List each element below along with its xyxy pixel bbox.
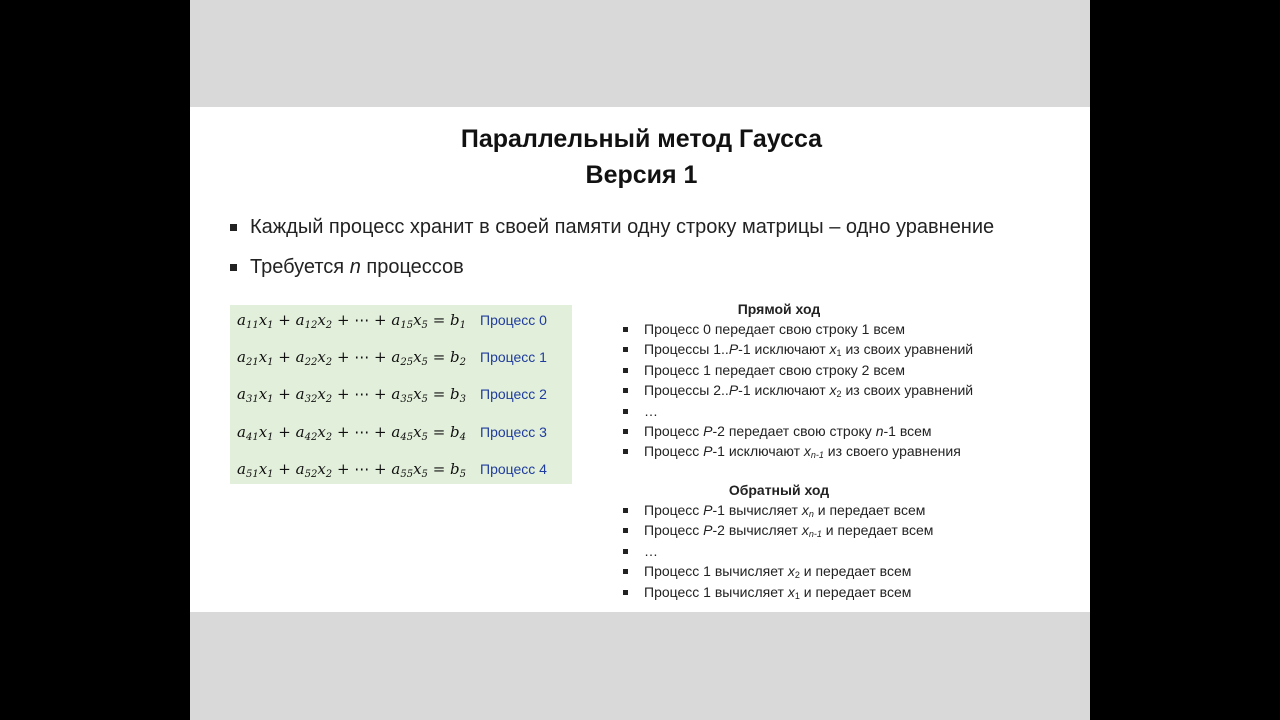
step-item: Процесс 1 вычисляет $x_2$ и передает всем: [614, 561, 1074, 581]
process-label: Процесс 3: [480, 424, 547, 440]
bullet-item: Каждый процесс хранит в своей памяти одну строку матрицы – одно уравнение: [228, 209, 994, 249]
forward-list: [614, 319, 1074, 462]
backward-pass: [614, 480, 1074, 602]
equation-row: [237, 305, 547, 335]
step-item: Процесс 1 вычисляет $x_1$ и передает всем: [614, 582, 1074, 602]
step-item: Процессы 2..P-1 исключают $x_2$ из своих уравнений: [614, 380, 1074, 400]
forward-pass: [614, 299, 1074, 462]
title-line-1: Параллельный метод Гаусса: [460, 125, 823, 153]
step-item: Процессы 1..P-1 исключают $x_1$ из своих уравнений: [614, 339, 1074, 359]
forward-heading: Прямой ход: [737, 301, 821, 317]
equation-row: [237, 379, 547, 409]
equation: $a_{11}x_1 + a_{12}x_2$ + ⋯ + $a_{15}x_5 = b_1$: [237, 311, 467, 331]
equation-row: [237, 417, 547, 447]
process-label: Процесс 4: [480, 461, 547, 477]
step-item: Процесс P-2 вычисляет $x_{n-1}$ и передает всем: [614, 520, 1074, 540]
equations-box: [230, 305, 572, 484]
equation: $a_{31}x_1 + a_{32}x_2$ + ⋯ + $a_{35}x_5 = b_3$: [237, 385, 467, 405]
title-line-2: Версия 1: [585, 161, 698, 189]
main-bullets: [228, 209, 994, 289]
slide-title: [190, 121, 1090, 193]
equation: $a_{21}x_1 + a_{22}x_2$ + ⋯ + $a_{25}x_5 = b_2$: [237, 348, 467, 368]
step-item: Процесс P-2 передает свою строку n-1 всем: [614, 421, 1074, 441]
step-item: …: [614, 401, 1074, 421]
step-item: Процесс 1 передает свою строку 2 всем: [614, 360, 1074, 380]
equation-row: [237, 454, 547, 484]
backward-list: [614, 500, 1074, 602]
process-label: Процесс 0: [480, 312, 547, 328]
bullet-item: Требуется n процессов: [228, 249, 994, 289]
step-item: Процесс 0 передает свою строку 1 всем: [614, 319, 1074, 339]
equation: $a_{51}x_1 + a_{52}x_2$ + ⋯ + $a_{55}x_5 = b_5$: [237, 460, 467, 480]
video-frame: [190, 0, 1090, 720]
step-item: Процесс P-1 исключают $x_{n-1}$ из своего уравнения: [614, 441, 1074, 461]
equation-row: [237, 342, 547, 372]
step-item: …: [614, 541, 1074, 561]
process-label: Процесс 1: [480, 349, 547, 365]
equation: $a_{41}x_1 + a_{42}x_2$ + ⋯ + $a_{45}x_5 = b_4$: [237, 423, 467, 443]
backward-heading: Обратный ход: [728, 482, 830, 498]
step-item: Процесс P-1 вычисляет $x_n$ и передает всем: [614, 500, 1074, 520]
process-label: Процесс 2: [480, 386, 547, 402]
slide: [190, 107, 1090, 612]
